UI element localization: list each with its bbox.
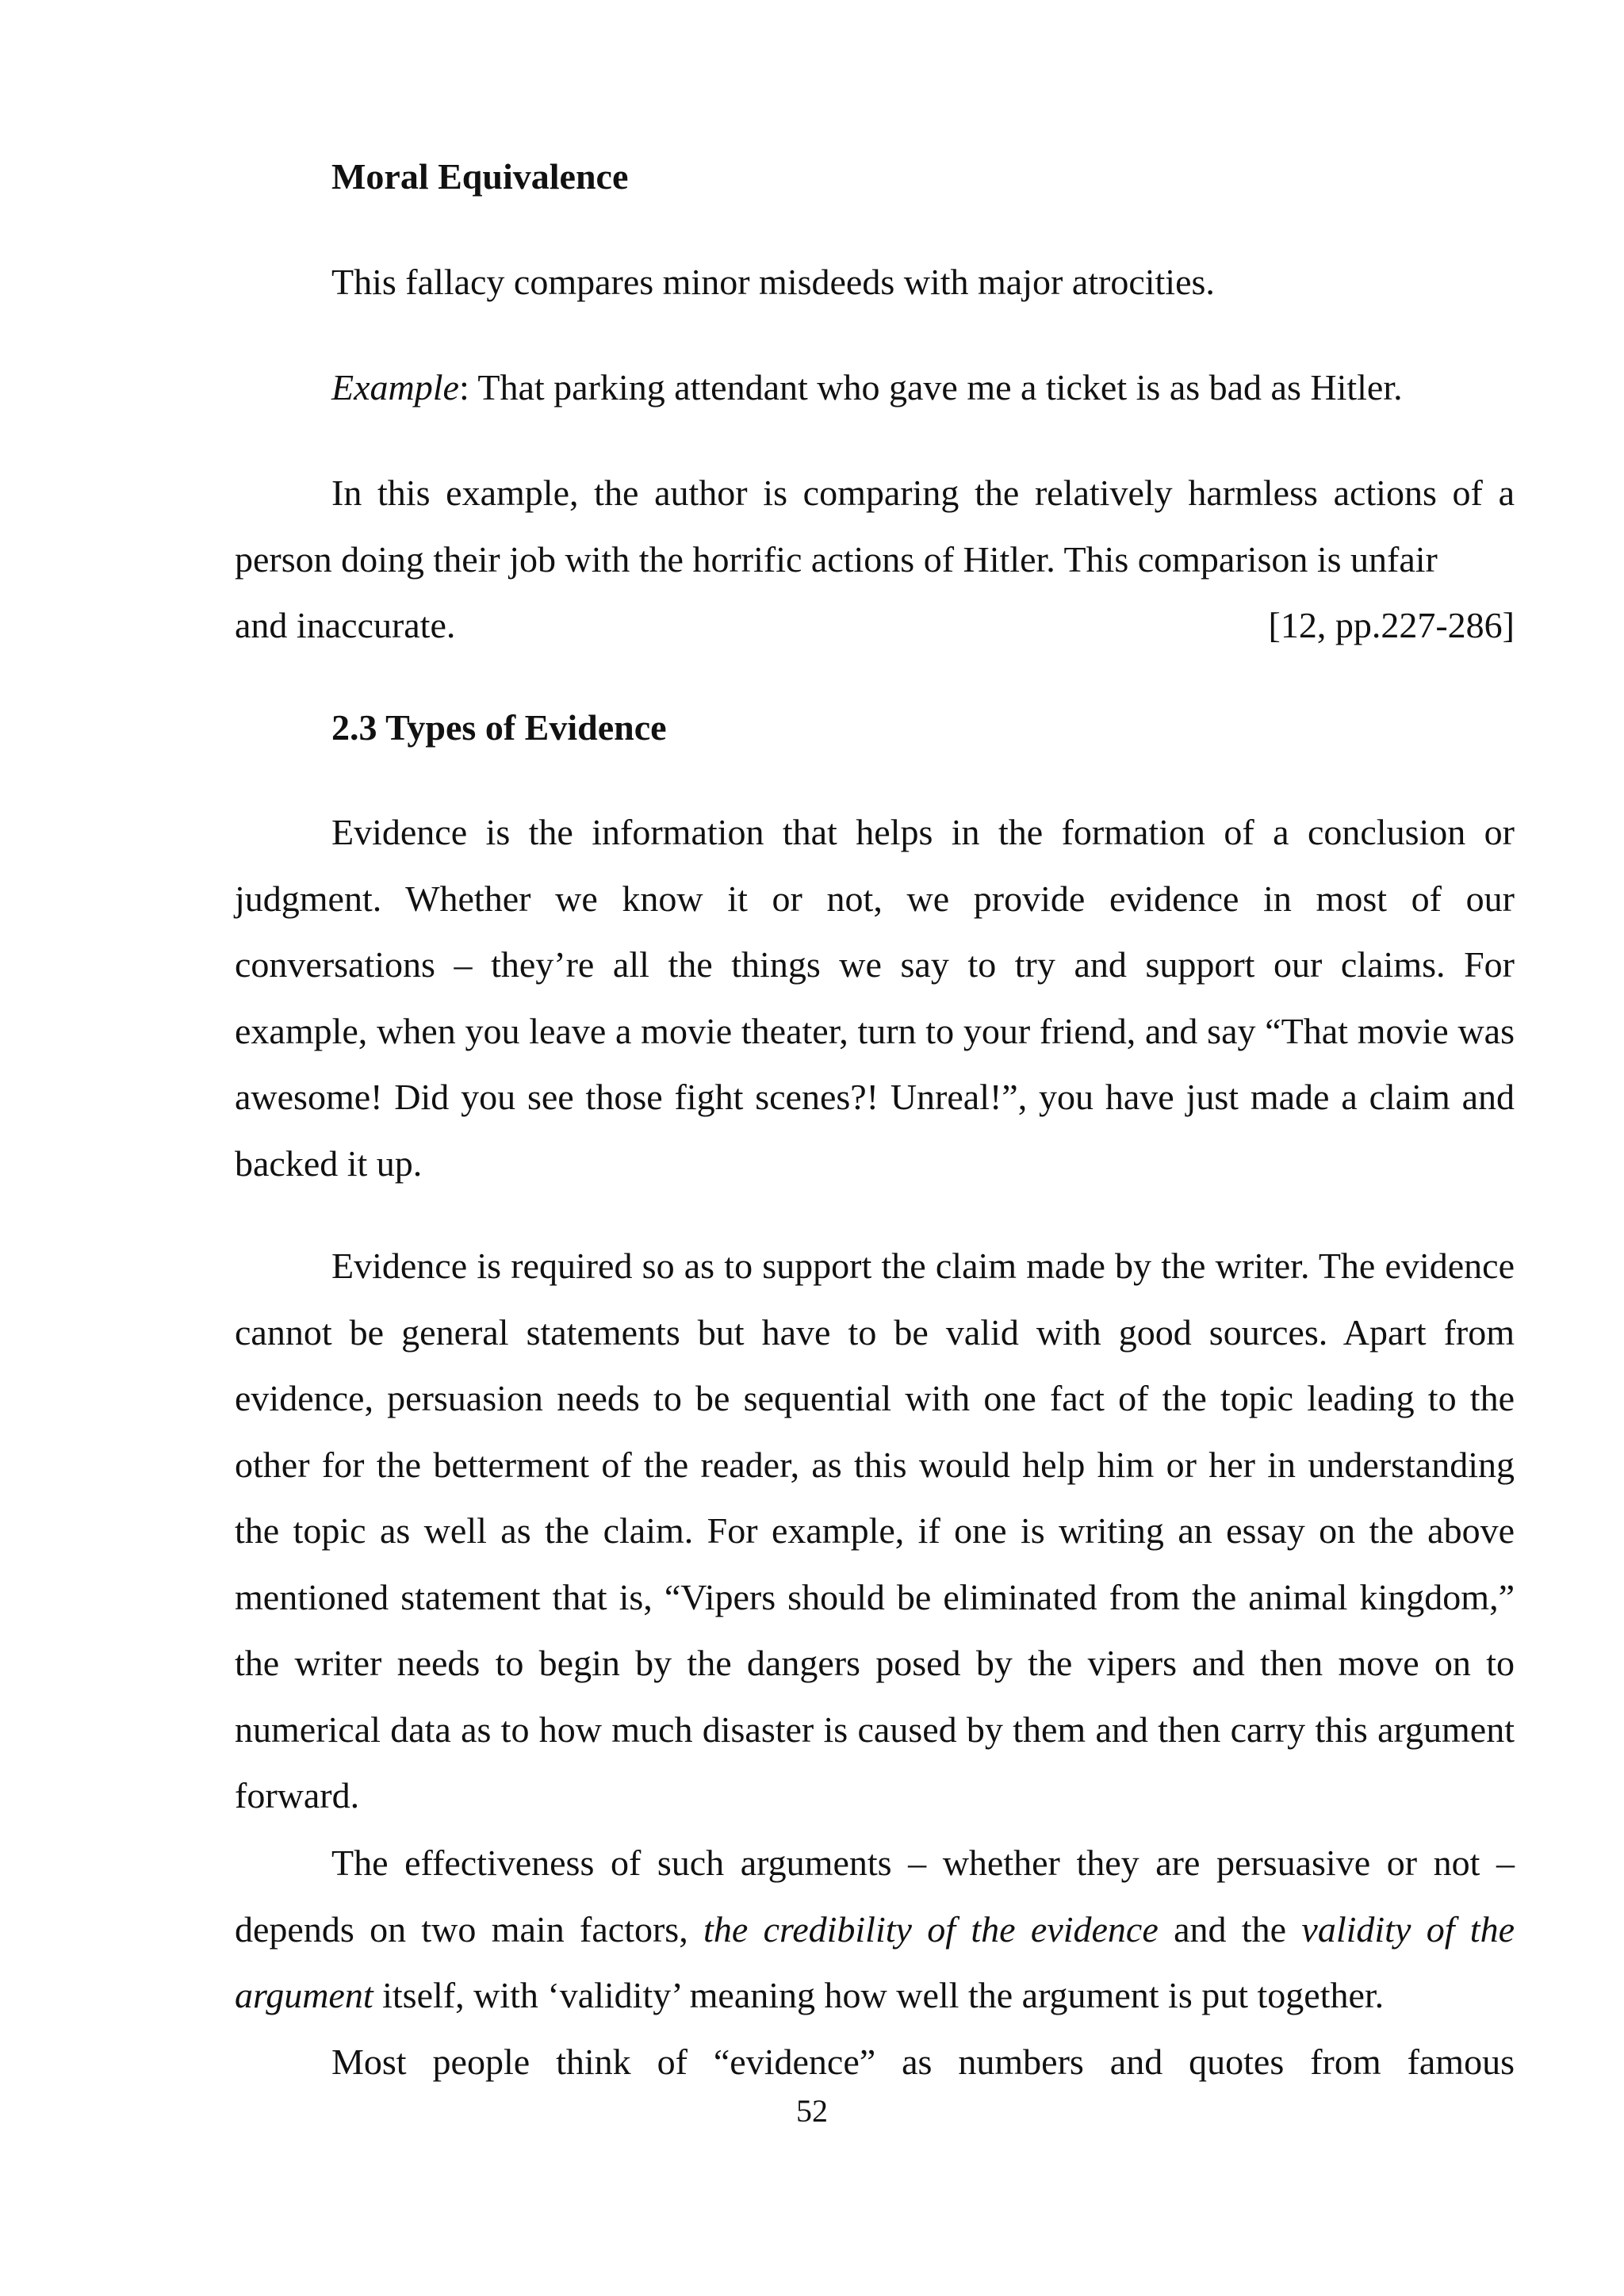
p3-mid: and the [1158, 1908, 1302, 1950]
reference-line [235, 592, 1515, 659]
example-text: : That parking attendant who gave me a ticket is as bad as Hitler. [458, 367, 1403, 408]
reference-citation: [12, pp.227-286] [1268, 605, 1515, 645]
heading-moral-equivalence: Moral Equivalence [331, 156, 629, 197]
p3-emphasis-validity: validity of the argument [235, 1908, 1515, 2015]
p3-emphasis-credibility: the credibility of the evidence [703, 1908, 1159, 1950]
evidence-paragraph-2: Evidence is required so as to support the claim made by the writer. The evidence cannot be general statements but have to be valid with good sources. Apart from evidence, persuasion needs to be sequential with one fact of the topic leading to the other for the betterment of the reader, as this would help him or her in understanding the topic as well as the claim. For example, if one is writing an essay on the above mentioned statement that is, “Vipers should be eliminated from the animal kingdom,” the writer needs to begin by the dangers posed by the vipers and then move on to numerical data as to how much disaster is caused by them and then carry this argument forward. [235, 1246, 1515, 1816]
definition-text: This fallacy compares minor misdeeds with major atrocities. [331, 262, 1215, 302]
explanation-text: In this example, the author is comparing the relatively harmless actions of a person doing their job with the horrific actions of Hitler. This comparison is unfair [235, 473, 1515, 580]
evidence-paragraph-4: Most people think of “evidence” as numbers and quotes from famous [331, 2042, 1515, 2082]
example-line [331, 364, 1403, 411]
evidence-paragraph-1: Evidence is the information that helps in the formation of a conclusion or judgment. Whether we know it or not, we provide evidence in most of our conversations – they’re all the things we say to try and support our claims. For example, when you leave a movie theater, turn to your friend, and say “That movie was awesome! Did you see those fight scenes?! Unreal!”, you have just made a claim and backed it up. [235, 812, 1515, 1184]
p3-end: itself, with ‘validity’ meaning how well the argument is put together. [373, 1975, 1385, 2015]
explanation-end: and inaccurate. [235, 605, 456, 645]
evidence-paragraph-3 [235, 1830, 1515, 2029]
p3-start: The effectiveness of such arguments – whether they are persuasive or not – depends on two main factors, [235, 1843, 1515, 1950]
explanation-paragraph [235, 460, 1515, 659]
example-label: Example [331, 367, 459, 408]
heading-types-of-evidence: 2.3 Types of Evidence [331, 707, 667, 748]
page-number: 52 [796, 2093, 828, 2129]
